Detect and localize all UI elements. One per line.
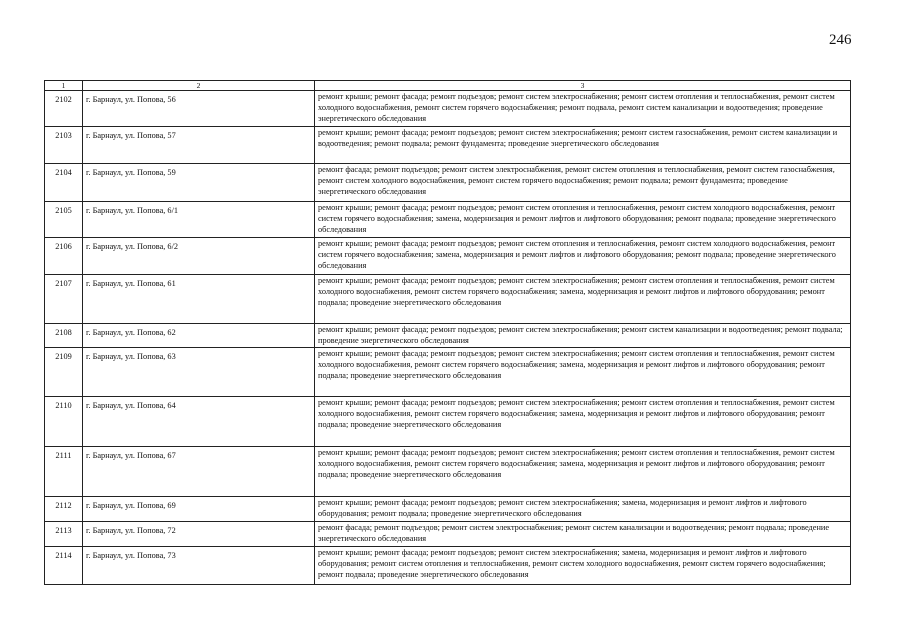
- row-address: г. Барнаул, ул. Попова, 6/1: [83, 202, 315, 238]
- row-number: 2110: [45, 397, 83, 447]
- row-works: ремонт крыши; ремонт фасада; ремонт подъездов; ремонт систем электроснабжения; ремонт систем канализации и водоотведения; ремонт подвала; проведение энергетического обследования: [315, 324, 851, 348]
- column-header-1: 1: [45, 81, 83, 91]
- row-works: ремонт крыши; ремонт фасада; ремонт подъездов; ремонт систем отопления и теплоснабжения, ремонт систем холодного водоснабжения, ремонт систем горячего водоснабжения; замена, модернизация и ремонт лифтов и лифтового оборудования; ремонт подвала; проведение энергетического обследования: [315, 202, 851, 238]
- row-address: г. Барнаул, ул. Попова, 72: [83, 522, 315, 547]
- row-works: ремонт крыши; ремонт фасада; ремонт подъездов; ремонт систем электроснабжения; ремонт систем отопления и теплоснабжения, ремонт систем холодного водоснабжения, ремонт систем горячего водоснабжения; ремонт подвала, ремонт систем канализации и водоотведения; проведение энергетического обследования: [315, 91, 851, 127]
- table-row: [45, 447, 851, 497]
- row-works: ремонт фасада; ремонт подъездов; ремонт систем электроснабжения; ремонт систем канализации и водоотведения; ремонт подвала; проведение энергетического обследования: [315, 522, 851, 547]
- row-works: ремонт крыши; ремонт фасада; ремонт подъездов; ремонт систем электроснабжения; замена, модернизация и ремонт лифтов и лифтового оборудования; ремонт подвала; проведение энергетического обследования: [315, 497, 851, 522]
- row-number: 2112: [45, 497, 83, 522]
- row-works: ремонт крыши; ремонт фасада; ремонт подъездов; ремонт систем электроснабжения; ремонт систем отопления и теплоснабжения, ремонт систем холодного водоснабжения, ремонт систем горячего водоснабжения; замена, модернизация и ремонт лифтов и лифтового оборудования; ремонт подвала; проведение энергетического обследования: [315, 275, 851, 324]
- row-address: г. Барнаул, ул. Попова, 69: [83, 497, 315, 522]
- row-address: г. Барнаул, ул. Попова, 57: [83, 127, 315, 164]
- table-row: [45, 497, 851, 522]
- column-header-3: 3: [315, 81, 851, 91]
- row-number: 2103: [45, 127, 83, 164]
- row-works: ремонт крыши; ремонт фасада; ремонт подъездов; ремонт систем электроснабжения; ремонт систем отопления и теплоснабжения, ремонт систем холодного водоснабжения, ремонт систем горячего водоснабжения; замена, модернизация и ремонт лифтов и лифтового оборудования; ремонт подвала; проведение энергетического обследования: [315, 397, 851, 447]
- table-row: [45, 202, 851, 238]
- row-works: ремонт крыши; ремонт фасада; ремонт подъездов; ремонт систем электроснабжения; ремонт систем отопления и теплоснабжения, ремонт систем холодного водоснабжения, ремонт систем горячего водоснабжения; замена, модернизация и ремонт лифтов и лифтового оборудования; ремонт подвала; проведение энергетического обследования: [315, 447, 851, 497]
- page-number: 246: [829, 32, 852, 48]
- column-header-2: 2: [83, 81, 315, 91]
- table-header-row: [45, 81, 851, 91]
- row-address: г. Барнаул, ул. Попова, 6/2: [83, 238, 315, 275]
- repair-register-table: [44, 80, 851, 585]
- table-row: [45, 522, 851, 547]
- row-address: г. Барнаул, ул. Попова, 67: [83, 447, 315, 497]
- row-address: г. Барнаул, ул. Попова, 63: [83, 348, 315, 397]
- row-works: ремонт крыши; ремонт фасада; ремонт подъездов; ремонт систем электроснабжения; ремонт систем отопления и теплоснабжения, ремонт систем холодного водоснабжения, ремонт систем горячего водоснабжения; замена, модернизация и ремонт лифтов и лифтового оборудования; ремонт подвала; проведение энергетического обследования: [315, 348, 851, 397]
- row-number: 2106: [45, 238, 83, 275]
- row-works: ремонт крыши; ремонт фасада; ремонт подъездов; ремонт систем электроснабжения; ремонт систем газоснабжения, ремонт систем канализации и водоотведения; ремонт подвала; ремонт фундамента; проведение энергетического обследования: [315, 127, 851, 164]
- table-row: [45, 348, 851, 397]
- row-number: 2102: [45, 91, 83, 127]
- table-row: [45, 127, 851, 164]
- row-number: 2113: [45, 522, 83, 547]
- row-number: 2105: [45, 202, 83, 238]
- row-number: 2104: [45, 164, 83, 202]
- table-row: [45, 275, 851, 324]
- table-row: [45, 397, 851, 447]
- row-number: 2114: [45, 547, 83, 585]
- table-row: [45, 238, 851, 275]
- table-row: [45, 91, 851, 127]
- table-row: [45, 547, 851, 585]
- row-number: 2111: [45, 447, 83, 497]
- row-number: 2107: [45, 275, 83, 324]
- row-works: ремонт крыши; ремонт фасада; ремонт подъездов; ремонт систем электроснабжения; замена, модернизация и ремонт лифтов и лифтового оборудования; ремонт систем отопления и теплоснабжения, ремонт систем холодного водоснабжения, ремонт систем горячего водоснабжения; ремонт подвала; проведение энергетического обследования: [315, 547, 851, 585]
- row-number: 2109: [45, 348, 83, 397]
- row-address: г. Барнаул, ул. Попова, 73: [83, 547, 315, 585]
- table-row: [45, 324, 851, 348]
- row-address: г. Барнаул, ул. Попова, 59: [83, 164, 315, 202]
- row-works: ремонт фасада; ремонт подъездов; ремонт систем электроснабжения, ремонт систем отопления и теплоснабжения, ремонт систем газоснабжения, ремонт систем холодного водоснабжения, ремонт систем горячего водоснабжения; ремонт подвала; ремонт фундамента; проведение энергетического обследования: [315, 164, 851, 202]
- row-address: г. Барнаул, ул. Попова, 64: [83, 397, 315, 447]
- table-row: [45, 164, 851, 202]
- row-address: г. Барнаул, ул. Попова, 62: [83, 324, 315, 348]
- row-address: г. Барнаул, ул. Попова, 56: [83, 91, 315, 127]
- row-works: ремонт крыши; ремонт фасада; ремонт подъездов; ремонт систем отопления и теплоснабжения, ремонт систем холодного водоснабжения, ремонт систем горячего водоснабжения; замена, модернизация и ремонт лифтов и лифтового оборудования; ремонт подвала; проведение энергетического обследования: [315, 238, 851, 275]
- row-number: 2108: [45, 324, 83, 348]
- row-address: г. Барнаул, ул. Попова, 61: [83, 275, 315, 324]
